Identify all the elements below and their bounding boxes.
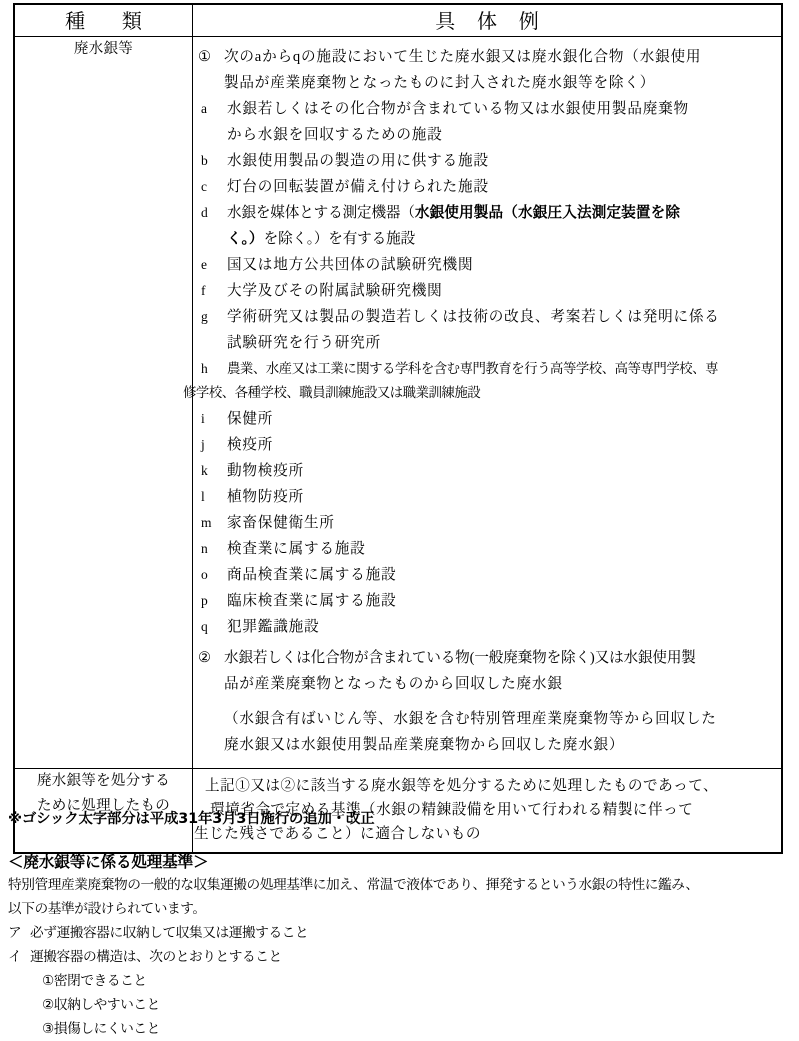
list-line-text: 検査業に属する施設 (227, 541, 366, 557)
list-line (195, 645, 779, 671)
list-line-text: 検疫所 (227, 437, 274, 453)
list-line-text: 農業、水産又は工業に関する学科を含む専門教育を行う高等学校、高等専門学校、専 (227, 362, 719, 377)
list-line-text: 次のaからqの施設において生じた廃水銀又は廃水銀化合物（水銀使用 (224, 49, 702, 65)
marker-i-katakana: イ (8, 949, 22, 965)
marker-c: c (201, 179, 208, 194)
example-line: 環境省令で定める基準（水銀の精錬設備を用いて行われる精製に伴って (210, 802, 694, 818)
list-line-text: 水銀を媒体とする測定機器（ (227, 205, 415, 221)
standard-item (8, 945, 792, 969)
kind-line-2: ために処理したもの (36, 798, 171, 815)
list-item (195, 148, 779, 174)
list-item-note (195, 706, 779, 758)
list-line: 品が産業廃棄物となったものから回収した廃水銀 (224, 676, 563, 692)
marker-q: q (201, 619, 209, 634)
list-line (195, 510, 779, 536)
marker-e: e (201, 257, 208, 272)
list-item (195, 484, 779, 510)
list-item (195, 304, 779, 356)
spacer (195, 697, 779, 706)
standard-subitem: ③損傷しにくいこと (42, 1021, 160, 1037)
list-line: 試験研究を行う研究所 (227, 335, 381, 351)
marker-o: o (201, 567, 209, 582)
header-example: 具 体 例 (193, 4, 783, 37)
list-item (195, 562, 779, 588)
list-line (195, 304, 779, 330)
list-item (195, 406, 779, 432)
list-line-text: 水銀若しくはその化合物が含まれている物又は水銀使用製品廃棄物 (227, 101, 689, 117)
list-item (195, 458, 779, 484)
list-line-text: 商品検査業に属する施設 (227, 567, 397, 583)
marker-b: b (201, 153, 209, 168)
section-body-line: 以下の基準が設けられています。 (8, 901, 206, 917)
list-line (195, 536, 779, 562)
marker-a: a (201, 101, 208, 116)
list-item (195, 278, 779, 304)
section-heading: ＜廃水銀等に係る処理基準＞ (8, 853, 209, 871)
list-line (195, 458, 779, 484)
marker-j: j (201, 437, 206, 452)
list-item (195, 536, 779, 562)
list-item (195, 200, 779, 252)
list-line (195, 432, 779, 458)
list-item (195, 614, 779, 640)
list-line (195, 588, 779, 614)
marker-m: m (201, 515, 213, 530)
table-header-row (14, 4, 782, 37)
list-line (195, 614, 779, 640)
list-item (195, 510, 779, 536)
list-item (195, 96, 779, 148)
list-line-text: 水銀使用製品の製造の用に供する施設 (227, 153, 489, 169)
list-line: （水銀含有ばいじん等、水銀を含む特別管理産業廃棄物等から回収した (224, 711, 717, 727)
list-line-text: 大学及びその附属試験研究機関 (227, 283, 443, 299)
list-line (195, 96, 779, 122)
list-line (195, 148, 779, 174)
standard-subitem: ①密閉できること (42, 973, 147, 989)
list-line-text: 学術研究又は製品の製造若しくは技術の改良、考案若しくは発明に係る (227, 309, 720, 325)
header-kind: 種 類 (14, 4, 193, 37)
list-line (195, 252, 779, 278)
marker-l: l (201, 489, 206, 504)
list-line-text: 水銀若しくは化合物が含まれている物(一般廃棄物を除く)又は水銀使用製 (224, 650, 696, 666)
marker-h: h (201, 361, 208, 376)
list-line: から水銀を回収するための施設 (227, 127, 443, 143)
list-line-text: 犯罪鑑識施設 (227, 619, 320, 635)
standard-item-text: 必ず運搬容器に収納して収集又は運搬すること (30, 925, 309, 941)
list-line (195, 278, 779, 304)
list-line-text-bold: 水銀使用製品（水銀圧入法測定装置を除 (414, 204, 681, 221)
marker-g: g (201, 309, 209, 324)
list-line (195, 406, 779, 432)
revision-note: ※ゴシック太字部分は平成31年3月3日施行の追加・改正 (8, 811, 375, 827)
marker-p: p (201, 593, 209, 608)
waste-mercury-table (13, 3, 783, 854)
list-line (195, 200, 779, 226)
example-line: 生じた残さであること）に適合しないもの (194, 826, 481, 842)
list-item (195, 174, 779, 200)
list-item (195, 44, 779, 96)
list-item (195, 588, 779, 614)
list-line (195, 226, 779, 252)
kind-line-1: 廃水銀等を処分する (36, 773, 171, 789)
example-line: 上記①又は②に該当する廃水銀等を処分するために処理したものであって、 (205, 778, 719, 794)
standard-item (8, 921, 792, 945)
list-item (183, 356, 779, 406)
standard-subitem: ②収納しやすいこと (42, 997, 160, 1013)
marker-circled-1: ① (198, 49, 212, 65)
marker-a-katakana: ア (8, 925, 22, 941)
list-line: 修学校、各種学校、職員訓練施設又は職業訓練施設 (183, 386, 481, 401)
cell-examples (183, 37, 783, 769)
list-line (195, 562, 779, 588)
marker-i: i (201, 411, 206, 426)
list-line-text: 植物防疫所 (227, 489, 304, 505)
list-item (195, 645, 779, 697)
marker-d: d (201, 205, 208, 220)
list-line: 製品が産業廃棄物となったものに封入された廃水銀等を除く） (224, 75, 656, 91)
table-row (14, 37, 782, 769)
list-item (195, 252, 779, 278)
list-line (195, 484, 779, 510)
list-line-text-bold: く。） (227, 230, 264, 247)
cell-kind-haisuigin: 廃水銀等 (14, 37, 193, 769)
marker-circled-2: ② (198, 650, 211, 666)
marker-n: n (201, 541, 209, 556)
processing-standards-section (8, 851, 792, 1041)
list-line-text: 臨床検査業に属する施設 (227, 593, 397, 609)
list-item (195, 432, 779, 458)
list-line (195, 174, 779, 200)
standard-item-text: 運搬容器の構造は、次のとおりとすること (30, 949, 282, 965)
list-line-text: 灯台の回転装置が備え付けられた施設 (227, 179, 489, 195)
list-line-text: 動物検疫所 (227, 463, 304, 479)
main-table-wrapper (13, 3, 780, 854)
list-line-text: 家畜保健衛生所 (227, 515, 335, 531)
marker-k: k (201, 463, 209, 478)
marker-f: f (201, 283, 207, 298)
list-line-text: 保健所 (227, 411, 274, 427)
list-line: 廃水銀又は水銀使用製品産業廃棄物から回収した廃水銀） (224, 737, 625, 753)
list-line (195, 356, 779, 381)
list-line (195, 44, 779, 70)
list-line-text: 国又は地方公共団体の試験研究機関 (227, 257, 474, 273)
list-line-text: を除く。）を有する施設 (263, 231, 415, 247)
section-body-line: 特別管理産業廃棄物の一般的な収集運搬の処理基準に加え、常温で液体であり、揮発するという水銀の特性に鑑み、 (8, 877, 699, 893)
